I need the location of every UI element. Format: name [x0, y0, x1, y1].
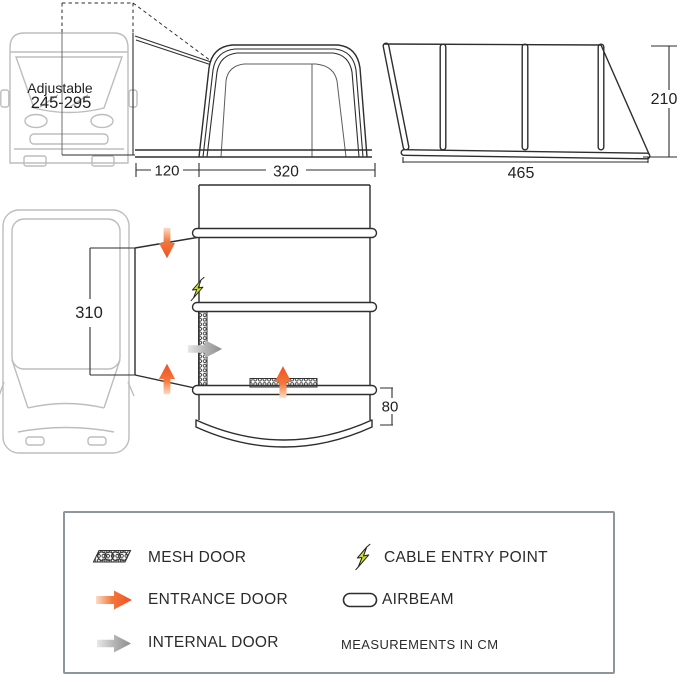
dimension-310: 310: [75, 304, 103, 322]
adjustable-label: Adjustable: [27, 80, 93, 96]
tunnel-projection-lines: [62, 3, 211, 155]
legend-note-measurements: MEASUREMENTS IN CM: [341, 637, 499, 652]
airbeam-tube: [193, 229, 377, 238]
legend-label-entrance-door: ENTRANCE DOOR: [148, 591, 288, 608]
airbeam-icon: [342, 592, 378, 608]
canopy-front-beam: [196, 420, 372, 447]
dimension-210: 210: [650, 91, 678, 108]
legend-box: [63, 511, 615, 674]
van-plan-view: [0, 210, 134, 453]
cable-entry-point-icon: [353, 543, 373, 571]
awning-front-view: [135, 45, 372, 157]
legend-label-airbeam: AIRBEAM: [382, 591, 454, 608]
entrance-door-icon: [95, 590, 133, 610]
internal-door-arrow: [188, 340, 222, 358]
entrance-door-arrow-down: [159, 228, 175, 259]
awning-side-view: [384, 44, 649, 156]
dimension-120: 120: [154, 162, 180, 180]
dimension-320: 320: [273, 163, 299, 181]
internal-door-icon: [96, 634, 132, 653]
cable-entry-point-icon: [191, 277, 204, 301]
legend-label-mesh-door: MESH DOOR: [148, 549, 247, 566]
dimension-465: 465: [507, 165, 535, 182]
airbeam-tube: [193, 303, 377, 312]
legend-label-internal-door: INTERNAL DOOR: [148, 634, 279, 651]
mesh-door-icon: [92, 549, 134, 564]
adjustable-range: 245-295: [30, 94, 92, 112]
van-front-label: [27, 80, 93, 112]
entrance-door-arrow-up: [159, 364, 175, 395]
legend-label-cable-entry: CABLE ENTRY POINT: [384, 549, 548, 566]
awning-plan-view: [196, 185, 372, 447]
dimension-80: 80: [381, 398, 399, 416]
